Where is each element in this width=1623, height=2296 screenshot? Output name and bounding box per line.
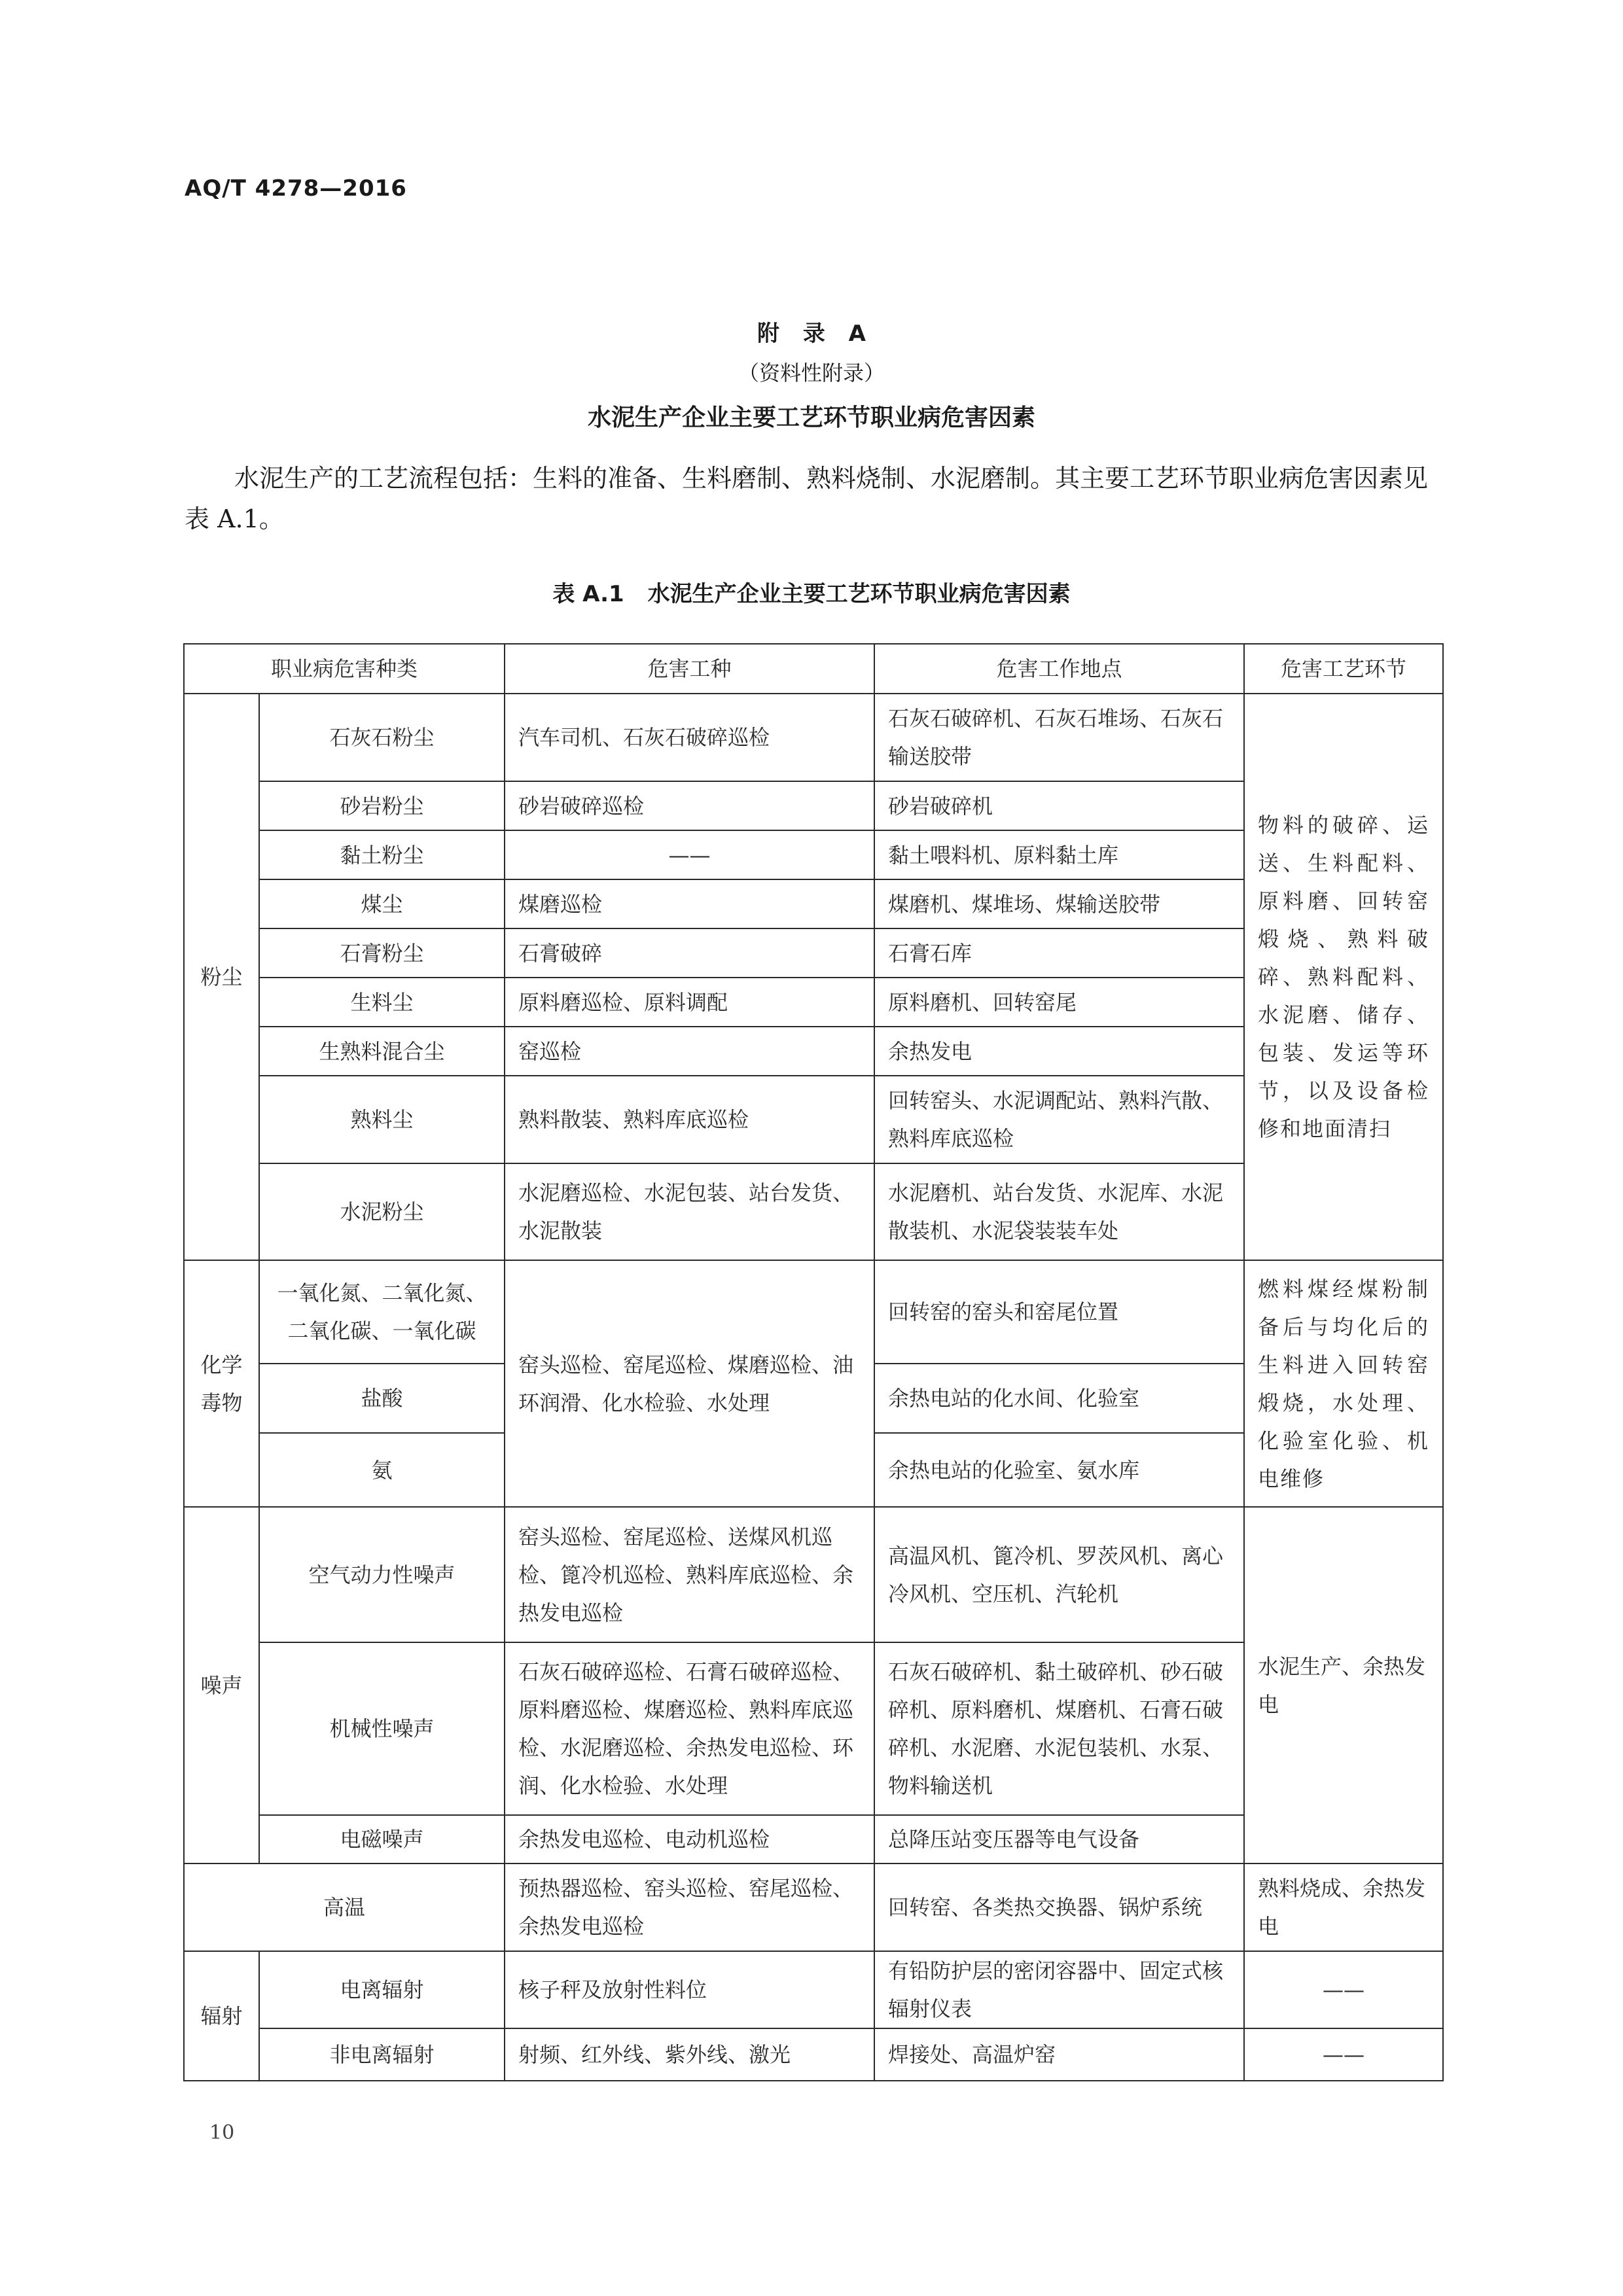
location-cell: 余热发电 [874, 1027, 1244, 1076]
location-cell: 焊接处、高温炉窑 [874, 2028, 1244, 2081]
process-heat: 熟料烧成、余热发电 [1244, 1863, 1443, 1951]
job-cell: 石灰石破碎巡检、石膏石破碎巡检、原料磨巡检、煤磨巡检、熟料库底巡检、水泥磨巡检、余热发电巡检、环润、化水检验、水处理 [505, 1642, 874, 1815]
factor-cell: 水泥粉尘 [259, 1163, 505, 1260]
table-header-row [184, 644, 1443, 694]
job-cell: 汽车司机、石灰石破碎巡检 [505, 694, 874, 781]
page-number: 10 [209, 2121, 235, 2144]
process-dust: 物料的破碎、运送、生料配料、原料磨、回转窑煅烧、熟料破碎、熟料配料、水泥磨、储存、包装、发运等环节，以及设备检修和地面清扫 [1244, 694, 1443, 1260]
table-caption-title: 水泥生产企业主要工艺环节职业病危害因素 [647, 581, 1071, 607]
job-cell-chemical: 窑头巡检、窑尾巡检、煤磨巡检、油环润滑、化水检验、水处理 [505, 1260, 874, 1507]
location-cell: 余热电站的化验室、氨水库 [874, 1433, 1244, 1507]
appendix-title: 水泥生产企业主要工艺环节职业病危害因素 [587, 404, 1035, 431]
job-cell: 射频、红外线、紫外线、激光 [505, 2028, 874, 2081]
job-cell: 余热发电巡检、电动机巡检 [505, 1815, 874, 1863]
location-cell: 回转窑的窑头和窑尾位置 [874, 1260, 1244, 1364]
process-noise: 水泥生产、余热发电 [1244, 1507, 1443, 1863]
col-header-category: 职业病危害种类 [184, 644, 505, 694]
table-caption [0, 576, 1623, 608]
location-cell: 有铅防护层的密闭容器中、固定式核辐射仪表 [874, 1951, 1244, 2028]
group-dust: 粉尘 [184, 694, 259, 1260]
location-cell: 回转窑、各类热交换器、锅炉系统 [874, 1863, 1244, 1951]
factor-cell: 石膏粉尘 [259, 928, 505, 978]
factor-cell: 电磁噪声 [259, 1815, 505, 1863]
job-cell: 熟料散装、熟料库底巡检 [505, 1076, 874, 1163]
job-cell: 砂岩破碎巡检 [505, 781, 874, 830]
location-cell: 煤磨机、煤堆场、煤输送胶带 [874, 879, 1244, 928]
factor-cell: 空气动力性噪声 [259, 1507, 505, 1642]
location-cell: 石膏石库 [874, 928, 1244, 978]
process-cell: —— [1244, 2028, 1443, 2081]
intro-paragraph: 水泥生产的工艺流程包括：生料的准备、生料磨制、熟料烧制、水泥磨制。其主要工艺环节职业病危害因素见表 A.1。 [185, 464, 1429, 533]
job-cell: 原料磨巡检、原料调配 [505, 978, 874, 1027]
table-row [184, 1863, 1443, 1951]
job-cell: 煤磨巡检 [505, 879, 874, 928]
process-chemical: 燃料煤经煤粉制备后与均化后的生料进入回转窑煅烧，水处理、化验室化验、机电维修 [1244, 1260, 1443, 1507]
col-header-process: 危害工艺环节 [1244, 644, 1443, 694]
factor-cell: 生熟料混合尘 [259, 1027, 505, 1076]
location-cell: 余热电站的化水间、化验室 [874, 1364, 1244, 1433]
factor-cell: 一氧化氮、二氧化氮、二氧化碳、一氧化碳 [259, 1260, 505, 1364]
factor-cell: 煤尘 [259, 879, 505, 928]
factor-cell: 黏土粉尘 [259, 830, 505, 879]
factor-cell: 砂岩粉尘 [259, 781, 505, 830]
location-cell: 水泥磨机、站台发货、水泥库、水泥散装机、水泥袋装装车处 [874, 1163, 1244, 1260]
table-row [184, 1260, 1443, 1364]
location-cell: 高温风机、篦冷机、罗茨风机、离心冷风机、空压机、汽轮机 [874, 1507, 1244, 1642]
location-cell: 总降压站变压器等电气设备 [874, 1815, 1244, 1863]
location-cell: 石灰石破碎机、黏土破碎机、砂石破碎机、原料磨机、煤磨机、石膏石破碎机、水泥磨、水泥包装机、水泵、物料输送机 [874, 1642, 1244, 1815]
factor-cell: 机械性噪声 [259, 1642, 505, 1815]
hazard-table [183, 643, 1444, 2081]
job-cell: 水泥磨巡检、水泥包装、站台发货、水泥散装 [505, 1163, 874, 1260]
col-header-job: 危害工种 [505, 644, 874, 694]
location-cell: 回转窑头、水泥调配站、熟料汽散、熟料库底巡检 [874, 1076, 1244, 1163]
table-row [184, 1951, 1443, 2028]
job-cell: —— [505, 830, 874, 879]
factor-cell: 生料尘 [259, 978, 505, 1027]
group-radiation: 辐射 [184, 1951, 259, 2081]
factor-cell: 非电离辐射 [259, 2028, 505, 2081]
appendix-note: （资料性附录） [738, 361, 885, 385]
standard-code: AQ/T 4278—2016 [185, 175, 407, 202]
factor-cell: 石灰石粉尘 [259, 694, 505, 781]
factor-cell-heat: 高温 [184, 1863, 505, 1951]
table-row [184, 694, 1443, 781]
table-row [184, 2028, 1443, 2081]
group-noise: 噪声 [184, 1507, 259, 1863]
factor-cell: 氨 [259, 1433, 505, 1507]
table-row [184, 1507, 1443, 1642]
group-chemical: 化学毒物 [184, 1260, 259, 1507]
job-cell: 石膏破碎 [505, 928, 874, 978]
process-cell: —— [1244, 1951, 1443, 2028]
job-cell: 窑头巡检、窑尾巡检、送煤风机巡检、篦冷机巡检、熟料库底巡检、余热发电巡检 [505, 1507, 874, 1642]
appendix-label: 附 录 A [757, 321, 866, 347]
factor-cell: 熟料尘 [259, 1076, 505, 1163]
location-cell: 黏土喂料机、原料黏土库 [874, 830, 1244, 879]
factor-cell: 盐酸 [259, 1364, 505, 1433]
job-cell: 核子秤及放射性料位 [505, 1951, 874, 2028]
table-number: 表 A.1 [552, 581, 624, 607]
job-cell: 预热器巡检、窑头巡检、窑尾巡检、余热发电巡检 [505, 1863, 874, 1951]
location-cell: 石灰石破碎机、石灰石堆场、石灰石输送胶带 [874, 694, 1244, 781]
job-cell: 窑巡检 [505, 1027, 874, 1076]
col-header-location: 危害工作地点 [874, 644, 1244, 694]
factor-cell: 电离辐射 [259, 1951, 505, 2028]
location-cell: 原料磨机、回转窑尾 [874, 978, 1244, 1027]
location-cell: 砂岩破碎机 [874, 781, 1244, 830]
